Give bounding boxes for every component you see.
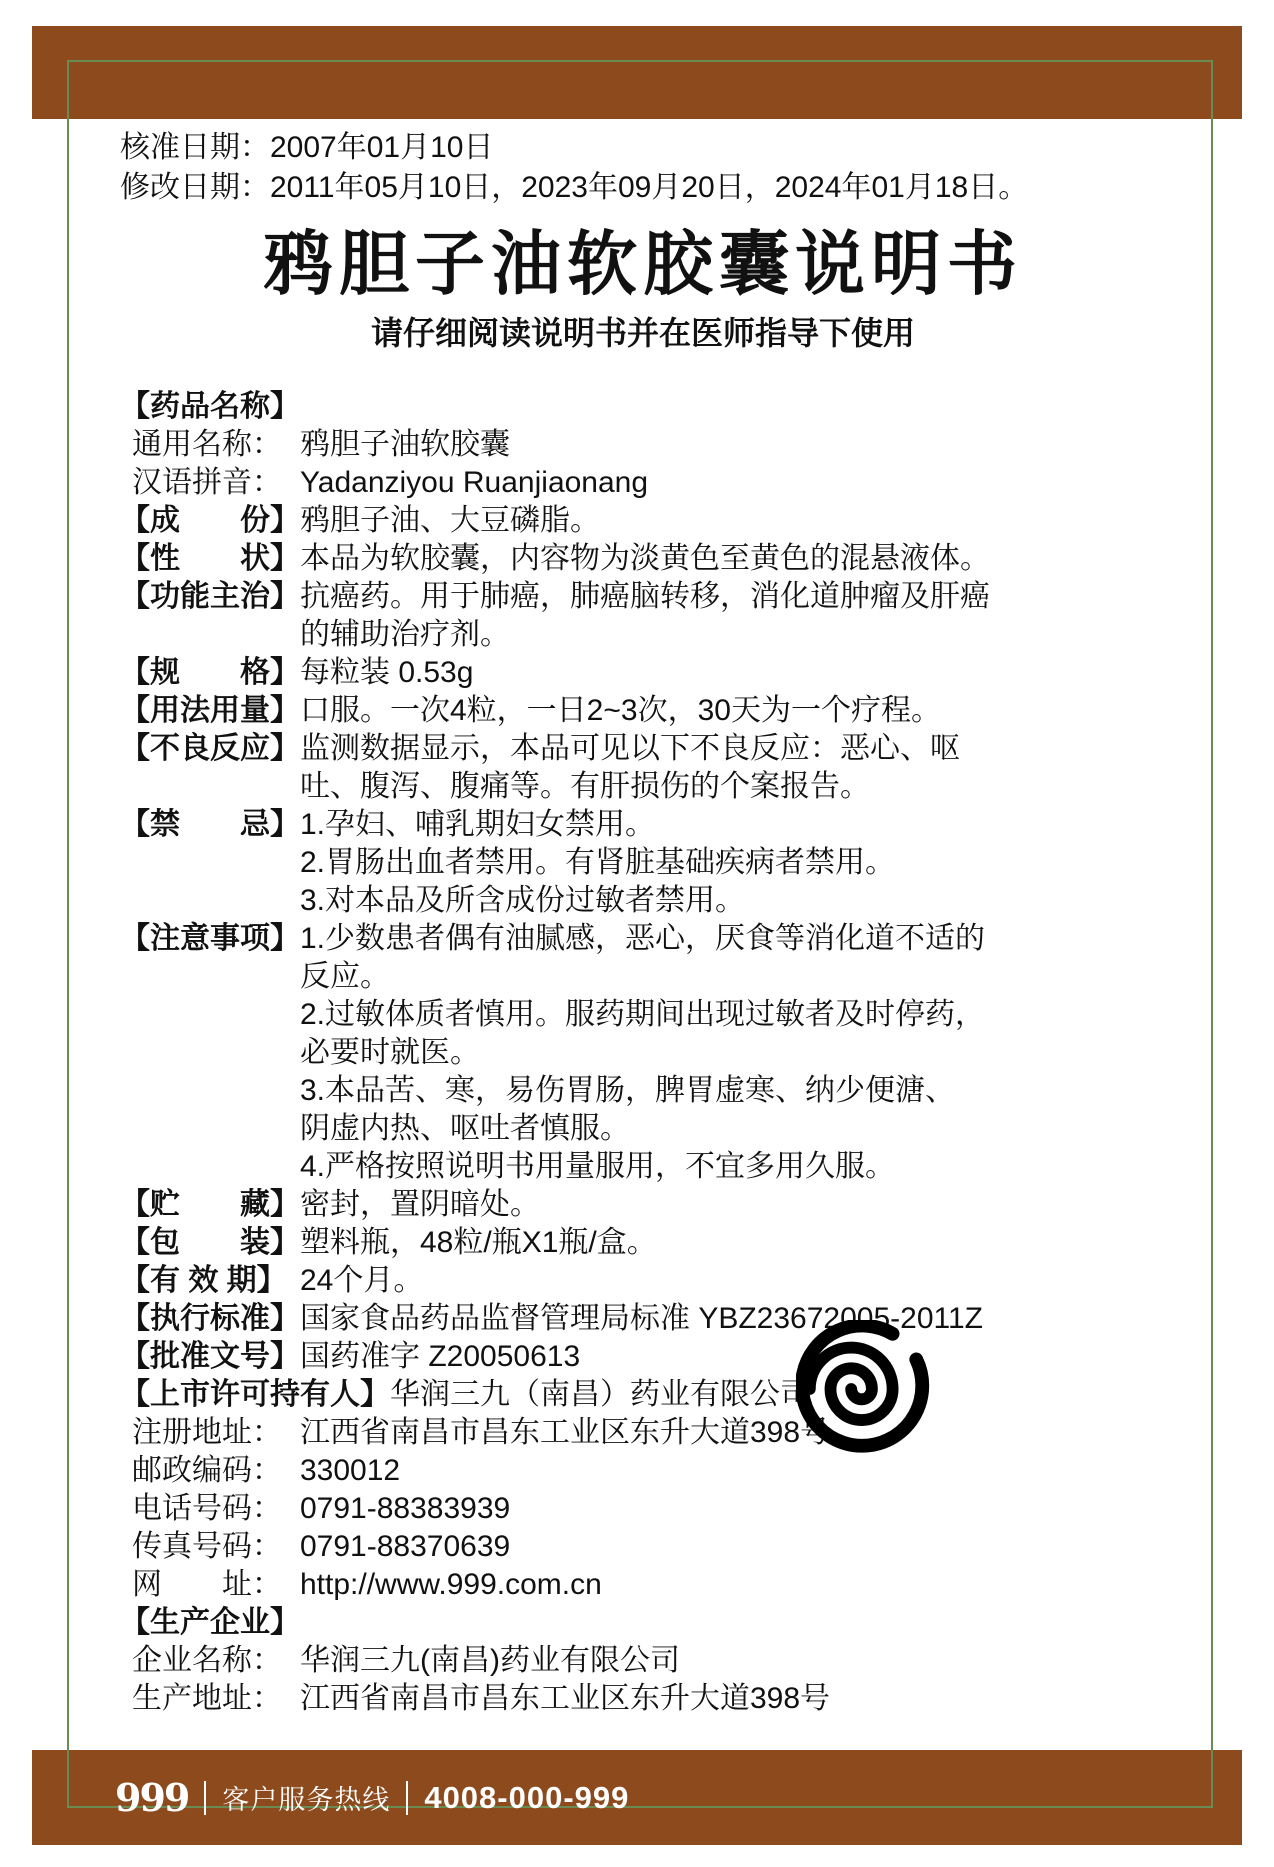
field-value: 3.对本品及所含成份过敏者禁用。 (300, 884, 746, 917)
field-label: 汉语拼音： (132, 466, 282, 499)
field-value: 2.过敏体质者慎用。服药期间出现过敏者及时停药， (300, 998, 986, 1031)
field-value: 江西省南昌市昌东工业区东升大道398号 (300, 1416, 831, 1449)
revision-date-line (120, 168, 1166, 208)
row-ingredients (120, 502, 1166, 540)
field-label: 【成 份】 (120, 504, 300, 537)
row-dosage (120, 692, 1166, 730)
field-label: 生产地址： (132, 1682, 282, 1715)
field-value: 24个月。 (300, 1264, 424, 1297)
field-value: 国家食品药品监督管理局标准 YBZ23672005-2011Z (300, 1302, 983, 1335)
field-value: 鸦胆子油软胶囊 (300, 428, 510, 461)
field-label: 【有 效 期】 (120, 1264, 287, 1297)
field-value: 阴虚内热、呕吐者慎服。 (300, 1112, 630, 1145)
field-value: 0791-88370639 (300, 1530, 511, 1563)
field-value: 吐、腹泻、腹痛等。有肝损伤的个案报告。 (300, 770, 870, 803)
field-label: 【执行标准】 (120, 1302, 300, 1335)
field-label: 【注意事项】 (120, 922, 300, 955)
row-description (120, 540, 1166, 578)
leaflet-body (120, 388, 1166, 1718)
row-contraindications (120, 806, 1166, 844)
row-generic-name (120, 426, 1166, 464)
field-value: 华润三九(南昌)药业有限公司 (300, 1644, 680, 1677)
service-hotline-label: 客户服务热线 (222, 1785, 391, 1815)
field-label: 企业名称： (132, 1644, 282, 1677)
footer-divider (204, 1781, 206, 1815)
field-value: Yadanziyou Ruanjiaonang (300, 466, 649, 499)
field-value: 密封，置阴暗处。 (300, 1188, 540, 1221)
row-precautions-2-cont (120, 1034, 1166, 1072)
row-strength (120, 654, 1166, 692)
row-precautions-3-cont (120, 1110, 1166, 1148)
row-precautions (120, 920, 1166, 958)
row-postal-code (120, 1452, 1166, 1490)
cr999-logo (796, 1320, 934, 1458)
footer-bar (115, 1750, 629, 1845)
row-shelf-life (120, 1262, 1166, 1300)
field-value: 反应。 (300, 960, 390, 993)
brand-999-wordmark: 999 (115, 1774, 189, 1820)
row-phone-number (120, 1490, 1166, 1528)
field-value: 塑料瓶，48粒/瓶X1瓶/盒。 (300, 1226, 657, 1259)
field-value: 华润三九（南昌）药业有限公司 (390, 1378, 810, 1411)
field-label: 【功能主治】 (120, 580, 300, 613)
field-value: 本品为软胶囊，内容物为淡黄色至黄色的混悬液体。 (300, 542, 990, 575)
row-precautions-4 (120, 1148, 1166, 1186)
field-label: 传真号码： (132, 1530, 282, 1563)
field-value: 江西省南昌市昌东工业区东升大道398号 (300, 1682, 831, 1715)
field-value: 330012 (300, 1454, 401, 1487)
field-label: 【规 格】 (120, 656, 300, 689)
field-label: 【禁 忌】 (120, 808, 300, 841)
field-label: 【不良反应】 (120, 732, 300, 765)
row-drug-name-section (120, 388, 1166, 426)
row-indications-cont (120, 616, 1166, 654)
field-label: 通用名称： (132, 428, 282, 461)
field-value: 鸦胆子油、大豆磷脂。 (300, 504, 600, 537)
field-value: 1.孕妇、哺乳期妇女禁用。 (300, 808, 656, 841)
field-value: 3.本品苦、寒，易伤胃肠，脾胃虚寒、纳少便溏、 (300, 1074, 956, 1107)
field-label: 【上市许可持有人】 (120, 1378, 390, 1411)
field-value: 的辅助治疗剂。 (300, 618, 510, 651)
field-label: 邮政编码： (132, 1454, 282, 1487)
row-indications (120, 578, 1166, 616)
field-label: 【性 状】 (120, 542, 300, 575)
field-value: 1.少数患者偶有油腻感，恶心，厌食等消化道不适的 (300, 922, 986, 955)
row-production-address (120, 1680, 1166, 1718)
field-label: 【药品名称】 (120, 390, 300, 423)
field-label: 【包 装】 (120, 1226, 300, 1259)
revision-date-value: 2011年05月10日，2023年09月20日，2024年01月18日。 (270, 171, 1029, 204)
row-precautions-2 (120, 996, 1166, 1034)
approval-date-label: 核准日期： (120, 131, 270, 164)
row-contraindications-3 (120, 882, 1166, 920)
row-standard (120, 1300, 1166, 1338)
row-fax-number (120, 1528, 1166, 1566)
approval-date-value: 2007年01月10日 (270, 131, 494, 164)
row-company-name (120, 1642, 1166, 1680)
field-label: 【用法用量】 (120, 694, 300, 727)
field-label: 网 址： (132, 1568, 282, 1601)
field-label: 【贮 藏】 (120, 1188, 300, 1221)
field-value: 必要时就医。 (300, 1036, 480, 1069)
field-value: 监测数据显示，本品可见以下不良反应：恶心、呕 (300, 732, 960, 765)
row-contraindications-2 (120, 844, 1166, 882)
row-adverse-reactions-cont (120, 768, 1166, 806)
website-url: http://www.999.com.cn (300, 1568, 602, 1601)
leaflet-title: 鸦胆子油软胶囊说明书 (263, 225, 1023, 303)
row-website (120, 1566, 1166, 1604)
field-value: 抗癌药。用于肺癌，肺癌脑转移，消化道肿瘤及肝癌 (300, 580, 990, 613)
row-storage (120, 1186, 1166, 1224)
field-value: 4.严格按照说明书用量服用，不宜多用久服。 (300, 1150, 896, 1183)
field-label: 【生产企业】 (120, 1606, 300, 1639)
logo-swirl-icon (796, 1320, 934, 1458)
field-value: 每粒装 0.53g (300, 656, 474, 689)
row-precautions-3 (120, 1072, 1166, 1110)
row-manufacturer-section (120, 1604, 1166, 1642)
row-precautions-cont (120, 958, 1166, 996)
approval-date-line (120, 128, 1166, 168)
row-license-holder (120, 1376, 1166, 1414)
row-packaging (120, 1224, 1166, 1262)
leaflet-content (120, 128, 1166, 1718)
field-label: 电话号码： (132, 1492, 282, 1525)
revision-date-label: 修改日期： (120, 171, 270, 204)
field-value: 国药准字 Z20050613 (300, 1340, 581, 1373)
field-label: 【批准文号】 (120, 1340, 300, 1373)
field-label: 注册地址： (132, 1416, 282, 1449)
field-value: 口服。一次4粒，一日2~3次，30天为一个疗程。 (300, 694, 941, 727)
row-registered-address (120, 1414, 1166, 1452)
top-frame-band (32, 26, 1242, 119)
field-value: 2.胃肠出血者禁用。有肾脏基础疾病者禁用。 (300, 846, 896, 879)
row-pinyin (120, 464, 1166, 502)
hotline-number: 4008-000-999 (424, 1779, 630, 1815)
row-approval-number (120, 1338, 1166, 1376)
field-value: 0791-88383939 (300, 1492, 511, 1525)
leaflet-subtitle: 请仔细阅读说明书并在医师指导下使用 (370, 315, 915, 351)
row-adverse-reactions (120, 730, 1166, 768)
footer-divider (406, 1781, 408, 1815)
